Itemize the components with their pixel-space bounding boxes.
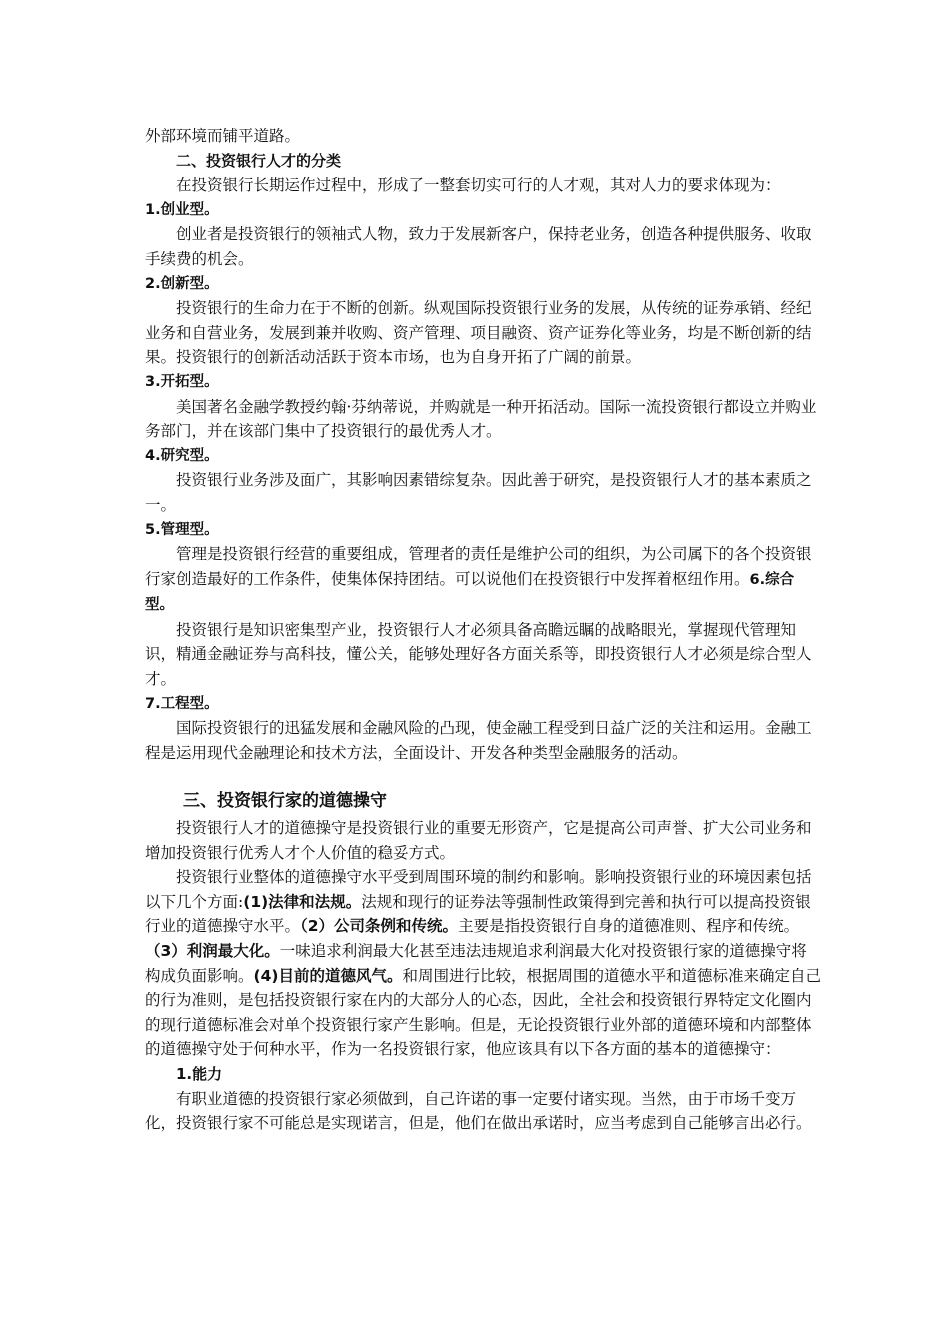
talent-type-6: 6.综合型。 <box>145 571 795 614</box>
section-heading-2: 二、投资银行人才的分类 <box>176 151 342 170</box>
paragraph: 投资银行的生命力在于不断的创新。纵观国际投资银行业务的发展，从传统的证券承销、经纪业务和自营业务，发展到兼并收购、资产管理、项目融资、资产证券化等业务，均是不断创新的结果。投资银行的创新活动活跃于资本市场，也为自身开拓了广阔的前景。 <box>145 299 812 367</box>
paragraph-text: 投资银行业整体的道德操守水平受到周围环境的制约和影响。影响投资银行业的环境因素包括以下几个方面: <box>145 868 812 911</box>
paragraph-text: 法规和现行的证券法等强制性政策得到完善和执行可以提高投资银行业的道德操守水平。 <box>145 892 811 936</box>
document-page <box>145 124 821 1136</box>
paragraph-text: 主要是指投资银行自身的道德准则、程序和传统。 <box>458 917 800 936</box>
factor-3: （3）利润最大化。 <box>145 942 280 960</box>
talent-type-5: 5.管理型。 <box>145 521 219 538</box>
section-heading-3: 三、投资银行家的道德操守 <box>183 791 387 812</box>
paragraph: 国际投资银行的迅猛发展和金融风险的凸现，使金融工程受到日益广泛的关注和运用。金融工程是运用现代金融理论和技术方法，全面设计、开发各种类型金融服务的活动。 <box>145 719 812 762</box>
paragraph-text: 管理是投资银行经营的重要组成，管理者的责任是维护公司的组织，为公司属下的各个投资银行家创造最好的工作条件，使集体保持团结。可以说他们在投资银行中发挥着枢纽作用。 <box>145 545 812 588</box>
talent-type-1: 1.创业型。 <box>145 201 219 218</box>
paragraph <box>145 865 821 1062</box>
factor-4: (4)目前的道德风气。 <box>253 966 403 985</box>
paragraph: 投资银行是知识密集型产业，投资银行人才必须具备高瞻远瞩的战略眼光，掌握现代管理知识，精通金融证券与高科技，懂公关，能够处理好各方面关系等，即投资银行人才必须是综合型人才。 <box>145 620 812 689</box>
talent-type-7: 7.工程型。 <box>145 695 219 712</box>
talent-type-2: 2.创新型。 <box>145 275 219 292</box>
ethics-item-1: 1.能力 <box>176 1064 223 1083</box>
paragraph: 外部环境而铺平道路。 <box>145 127 301 145</box>
paragraph: 投资银行人才的道德操守是投资银行业的重要无形资产，它是提高公司声誉、扩大公司业务和增加投资银行优秀人才个人价值的稳妥方式。 <box>145 819 812 862</box>
talent-type-3: 3.开拓型。 <box>145 373 219 390</box>
paragraph-text: 一味追求利润最大化甚至违法违规追求利润最大化对投资银行家的道德操守将构成负面影响。 <box>145 942 807 985</box>
paragraph <box>145 542 821 618</box>
factor-1: (1)法律和法规。 <box>243 892 362 911</box>
talent-type-4: 4.研究型。 <box>145 447 219 464</box>
paragraph-text: 和周围进行比较，根据周围的道德水平和道德标准来确定自己的行为准则，是包括投资银行家在内的大部分人的心态，因此，全社会和投资银行界特定文化圈内的现行道德标准会对单个投资银行家产生影响。但是，无论投资银行业外部的道德环境和内部整体的道德操守处于何种水平，作为一名投资银行家，他应该具有以下各方面的基本的道德操守： <box>145 966 821 1059</box>
paragraph: 美国著名金融学教授约翰·芬纳蒂说，并购就是一种开拓活动。国际一流投资银行都设立并购业务部门，并在该部门集中了投资银行的最优秀人才。 <box>145 397 817 441</box>
paragraph: 在投资银行长期运作过程中，形成了一整套切实可行的人才观，其对人力的要求体现为： <box>176 176 781 195</box>
paragraph: 创业者是投资银行的领袖式人物，致力于发展新客户，保持老业务，创造各种提供服务、收取手续费的机会。 <box>145 225 812 268</box>
paragraph: 有职业道德的投资银行家必须做到，自己许诺的事一定要付诸实现。当然，由于市场千变万化，投资银行家不可能总是实现诺言，但是，他们在做出承诺时，应当考虑到自己能够言出必行。 <box>145 1089 812 1133</box>
factor-2: （2）公司条例和传统。 <box>300 917 459 936</box>
paragraph: 投资银行业务涉及面广，其影响因素错综复杂。因此善于研究，是投资银行人才的基本素质之一。 <box>145 471 812 514</box>
